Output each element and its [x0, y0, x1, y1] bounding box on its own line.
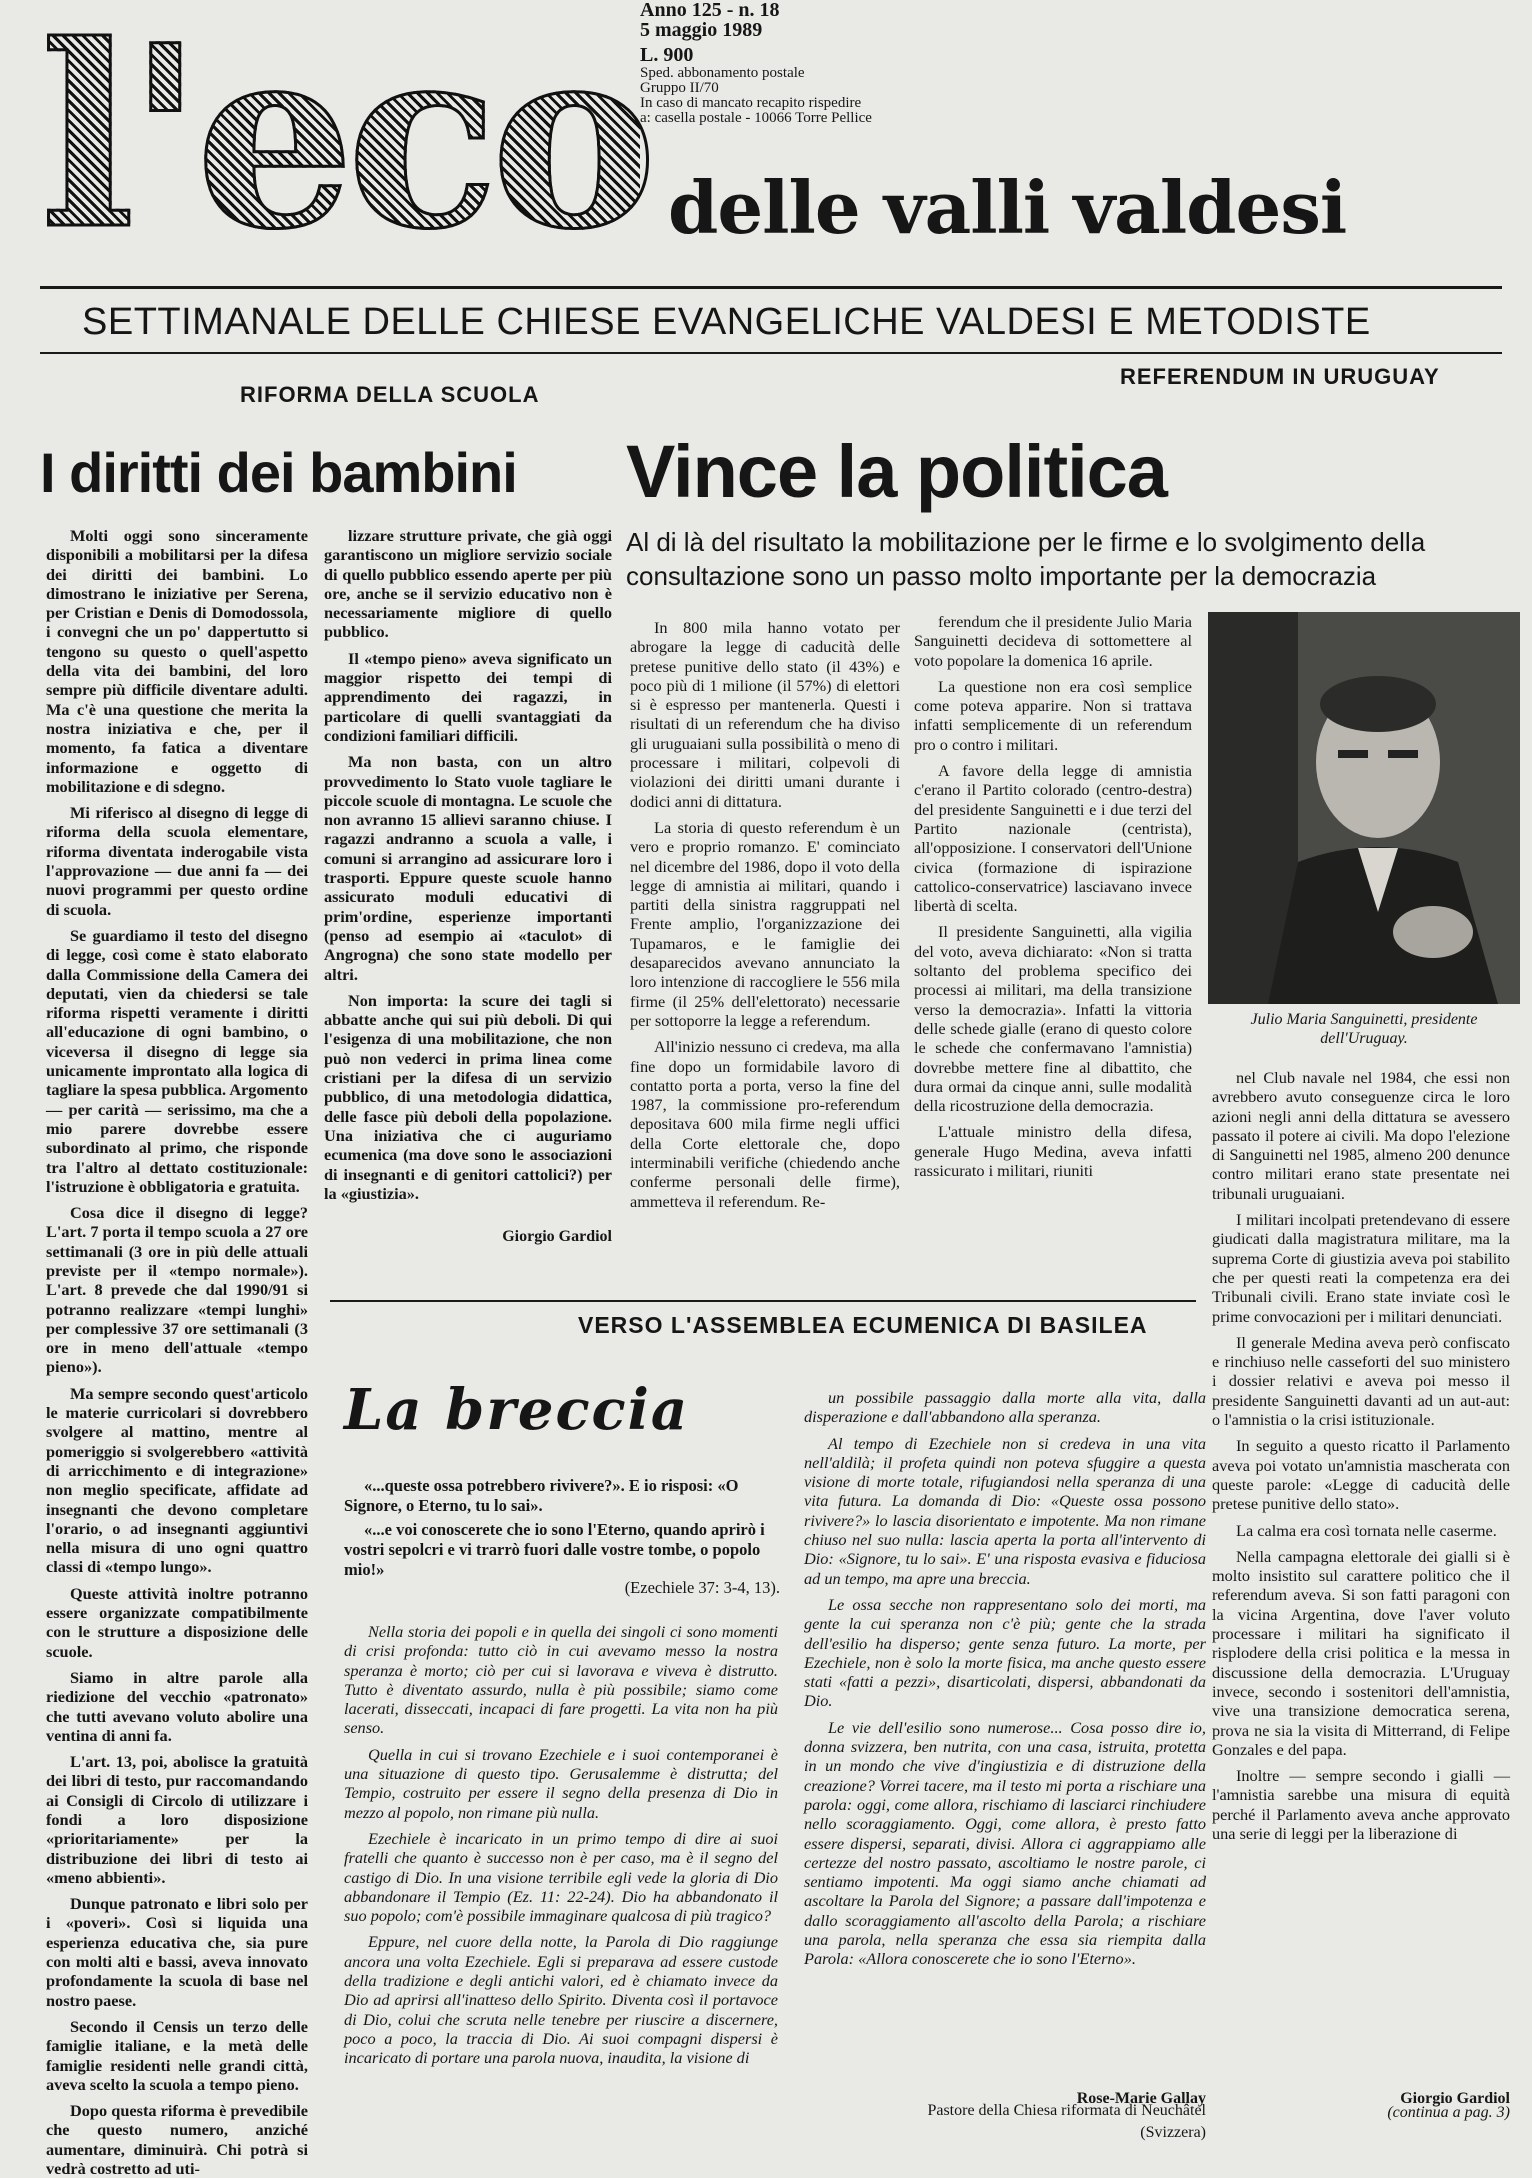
bottom-quote-reference: (Ezechiele 37: 3-4, 13). [624, 1578, 780, 1597]
masthead-rule-bottom [40, 352, 1502, 354]
photo-caption: Julio Maria Sanguinetti, presidente dell'Uruguay. [1250, 1011, 1478, 1047]
left-column-1 [46, 526, 308, 2178]
paragraph: All'inizio nessuno ci credeva, ma alla fine dopo un formidabile lavoro di contatto porta a porta, verso la fine del 1987, la commissione pro-referendum depositava 600 mila firme negli uffici della Corte elettorale che, dopo interminabili verifiche (chiedendo anche conferme personali delle firme), ammetteva il referendum. Re- [630, 1037, 900, 1211]
sanguinetti-photo [1208, 612, 1520, 1004]
paragraph: Dunque patronato e libri solo per i «poveri». Così si liquida una esperienza educativa che, sia pure con molti alti e bassi, aveva innovato profondamente la scuola di base nel nostro paese. [46, 1894, 308, 2010]
paragraph: In seguito a questo ricatto il Parlamento aveva poi votato un'amnistia mascherata con queste parole: «Legge di caducità delle pretese punitive dello stato». [1212, 1436, 1510, 1514]
paragraph: Se guardiamo il testo del disegno di legge, così come è stato elaborato dalla Commissione della Camera dei deputati, vien da chiedersi se tale riforma rispetti veramente i diritti all'educazione di ogni bambino, o viceversa il disegno di legge sia unicamente improntato alla logica di tagliare la spesa pubblica. Argomento — per carità — serissimo, ma che a mio parere dovrebbe essere subordinato al primo, che risponde tra l'altro al dettato costituzionale: l'istruzione è obbligatoria e gratuita. [46, 925, 308, 1196]
paragraph: Ma non basta, con un altro provvedimento lo Stato vuole tagliare le piccole scuole di montagna. Le scuole che non avranno 15 allievi saranno chiuse. I ragazzi andranno a scuola a valle, i comuni si arrangino ad assicurare loro i trasporti. Eppure queste scuole hanno assicurato moduli educativi di prim'ordine, esperienze importanti (penso ad esempio ai «taculot» di Angrogna) che sono state modello per altri. [324, 752, 612, 984]
paragraph: Nella campagna elettorale dei gialli si è molto insistito sul carattere politico che il referendum aveva. Si son fatti paragoni con la vicina Argentina, dove l'aver voluto processare i militari ha significato il risplodere della crisi politica e la messa in discussione della democrazia. L'Uruguay invece, secondo i sostenitori dell'amnistia, vive una transizione democratica serena, prova ne sia la visita di Mitterrand, di Felipe Gonzales e del papa. [1212, 1546, 1510, 1759]
issue-date: 5 maggio 1989 [640, 19, 763, 41]
paragraph: La questione non era così semplice come poteva apparire. Non si trattava infatti semplicemente di un referendum pro o contro i militari. [914, 676, 1192, 754]
paragraph: Il generale Medina aveva però confiscato e rinchiuso nelle casseforti del suo ministero i dossier relativi e aveva poi messo il presidente Sanguinetti davanti ad un aut-aut: o l'amnistia o la crisi istituzionale. [1212, 1332, 1510, 1430]
masthead-rule-top [40, 286, 1502, 289]
paragraph: Inoltre — sempre secondo i gialli — l'amnistia sarebbe una misura di equità perché il Parlamento aveva anche approvato una serie di leggi per la liberazione di [1212, 1766, 1510, 1843]
paragraph: Siamo in altre parole alla riedizione del vecchio «patronato» che tutti avevano voluto abolire una ventina di anni fa. [46, 1667, 308, 1745]
paragraph: ferendum che il presidente Julio Maria Sanguinetti decideva di sottomettere al voto popolare la domenica 16 aprile. [914, 612, 1192, 670]
left-signature: Giorgio Gardiol [502, 1228, 612, 1245]
paragraph: Secondo il Censis un terzo delle famiglie italiane, e la metà delle famiglie residenti nelle grandi città, aveva scelto la scuola a tempo pieno. [46, 2016, 308, 2094]
issue-return-2: a: casella postale - 10066 Torre Pellice [640, 110, 872, 126]
paragraph: Non importa: la scure dei tagli si abbatte anche qui sui più deboli. Di qui l'esigenza di una mobilitazione, che non può non vederci in prima linea come cristiani per la difesa di un servizio pubblico, di una metodologia didattica, delle fasce più deboli della popolazione. Una iniziativa che ci auguriamo ecumenica (ma dove sono le associazioni di insegnanti e di genitori cattolici?) per la «giustizia». [324, 990, 612, 1203]
paragraph: Eppure, nel cuore della notte, la Parola di Dio raggiunge ancora una volta Ezechiele. Egli si preparava ad essere custode della tradizione e degli antichi valori, ed è chiamato invece da Dio ad aprirsi all'inatteso dello Spirito. Diventa così il portavoce di Dio, colui che scruta nelle tenebre per riuscire a discernere, poco a poco, la traccia di Dio. Ai suoi compagni dispersi è incaricato di portare una parola nuova, inaudita, la visione di [344, 1932, 778, 2068]
left-kicker: RIFORMA DELLA SCUOLA [240, 382, 540, 407]
bottom-column-2 [804, 1388, 1206, 2078]
paragraph: Nella storia dei popoli e in quella dei singoli ci sono momenti di crisi profonda: tutto ciò in cui avevamo messo la nostra speranza è morto; ciò per cui si lavorava e viveva è distrutto. Tutto è diventato assurdo, nulla è più possibile; siamo come lacerati, disseccati, incapaci di fare progetti. La vita non ha più senso. [344, 1622, 778, 1738]
paragraph: Il presidente Sanguinetti, alla vigilia del voto, aveva dichiarato: «Non si tratta soltanto del problema specifico dei processi ai militari, ma della transizione verso la democrazia». Infatti la vittoria delle schede gialle (erano di questo colore le schede che confermavano l'amnistia) dovrebbe mettere fine al dibattito, che dura ormai da cinque anni, sulle modalità della ricostruzione della democrazia. [914, 922, 1192, 1116]
paragraph: «...queste ossa potrebbero rivivere?». E io risposi: «O Signore, o Eterno, tu lo sai». [344, 1476, 739, 1515]
paragraph: Mi riferisco al disegno di legge di riforma della scuola elementare, riforma diventata inderogabile vista l'approvazione — due anni fa — dei nuovi programmi per questo ordine di scuola. [46, 803, 308, 919]
paragraph: Ezechiele è incaricato in un primo tempo di dire ai suoi fratelli che quanto è successo non è per caso, ma è il segno del castigo di Dio. In una visione terribile egli vede la gloria di Dio abbandonare il Tempio (Ez. 11: 22-24). Dio ha abbandonato il suo popolo; com'è possibile immaginare qualcosa di più tragico? [344, 1828, 778, 1926]
bottom-column-1 [344, 1622, 778, 2166]
paragraph: In 800 mila hanno votato per abrogare la legge di caducità delle pretese punitive dello stato (il 43%) e poco più di 1 milione (il 57%) di elettori si è espresso per mantenerla. Questi i risultati di un referendum che ha diviso gli uruguaiani sulla possibilità o meno di processare i militari, colpevoli di violazioni dei diritti umani durante i dodici anni di dittatura. [630, 618, 900, 811]
bottom-signature-role: Pastore della Chiesa riformata di Neuchâtel [927, 2102, 1206, 2119]
paragraph: Ma sempre secondo quest'articolo le materie curricolari si dovrebbero svolgere al mattino, mentre al pomeriggio si svolgerebbero «attività di arricchimento e di integrazione» non meglio specificate, affidate ad insegnanti che devono completare l'orario, o ad insegnanti aggiuntivi nella misura di uno ogni quattro classi di «tempo lungo». [46, 1383, 308, 1577]
paragraph: Cosa dice il disegno di legge? L'art. 7 porta il tempo scuola a 27 ore settimanali (3 ore in più delle attuali previste per il «tempo normale»). L'art. 8 prevede che dal 1990/91 si potranno realizzare «tempi lunghi» per complessive 37 ore settimanali (3 ore in meno dell'attuale «tempo pieno»). [46, 1203, 308, 1377]
paragraph: La storia di questo referendum è un vero e proprio romanzo. E' cominciato nel dicembre del 1986, dopo il voto della legge di amnistia ai militari, quando i partiti della sinistra raggruppati nel Frente amplio, l'organizzazione dei Tupamaros, e le famiglie dei desaparecidos avevano annunciato la loro intenzione di raccogliere le 556 mila firme (il 25% dell'elettorato) necessarie per sottoporre la legge a referendum. [630, 817, 900, 1030]
bottom-signature: Rose-Marie Gallay [1076, 2090, 1206, 2107]
bottom-kicker: VERSO L'ASSEMBLEA ECUMENICA DI BASILEA [578, 1312, 1148, 1338]
paragraph: Il «tempo pieno» aveva significato un maggior rispetto dei tempi di apprendimento dei ragazzi, in particolare di quelli svantaggiati da condizioni familiari difficili. [324, 648, 612, 745]
bottom-quote [344, 1476, 780, 1584]
left-headline: I diritti dei bambini [40, 441, 517, 504]
paragraph: Al tempo di Ezechiele non si credeva in una vita nell'aldilà; il profeta quindi non poteva sfuggire a questa visione di morte totale, rifugiandosi nella speranza di una vita futura. La domanda di Dio: «Queste ossa possono rivivere?» lo lascia disorientato e impotente. Ma non rimane chiuso nel suo nulla: lascia aperta la porta all'intervento di Dio: «Signore, tu lo sai». E' una risposta evasiva e fiduciosa ad un tempo, ma apre una breccia. [804, 1433, 1206, 1588]
masthead-subtitle: delle valli valdesi [668, 165, 1347, 250]
paragraph: Le ossa secche non rappresentano solo dei morti, ma gente la cui speranza non c'è più; gente che la strada dell'esilio ha disperso; gente senza futuro. La morte, per Ezechiele, non è solo la morte fisica, ma anche questo essere stati «fatti a pezzi», disarticolati, dispersi, abbandonati da Dio. [804, 1594, 1206, 1711]
issue-return-1: In caso di mancato recapito rispedire [640, 95, 862, 111]
paragraph: Molti oggi sono sinceramente disponibili a mobilitarsi per la difesa dei diritti dei bambini. Lo dimostrano le iniziative per Serena, per Cristian e Denis di Domodossola, i convegni che un po' dappertutto si tengono su questo o quell'aspetto della vita dei bambini, del loro sempre più difficile diventare adulti. Ma c'è una questione che merita la nostra iniziativa e che, per il momento, fa fatica a diventare informazione e oggetto di mobilitazione e di sdegno. [46, 526, 308, 796]
paragraph: A favore della legge di amnistia c'erano il Partito colorado (centro-destra) del presidente Sanguinetti e i due terzi del Partito nazionale (centrista), all'opposizione. I conservatori dell'Unione civica (formazione di ispirazione cattolico-conservatrice) lasciavano invece libertà di scelta. [914, 761, 1192, 916]
portrait-illustration [1208, 612, 1520, 1004]
paragraph: un possibile passaggio dalla morte alla vita, dalla disperazione e dall'abbandono alla speranza. [804, 1388, 1206, 1427]
right-continued: (continua a pag. 3) [1387, 2104, 1510, 2121]
right-signature: Giorgio Gardiol [1400, 2090, 1510, 2107]
bottom-rule [330, 1300, 1196, 1302]
paragraph: La calma era così tornata nelle caserme. [1236, 1520, 1497, 1540]
right-column-2 [914, 612, 1192, 1288]
issue-year-number: Anno 125 - n. 18 [640, 0, 780, 21]
paragraph: Dopo questa riforma è prevedibile che questo numero, anziché aumentare, diminuirà. Chi potrà si vedrà costretto ad uti- [46, 2101, 308, 2178]
paragraph: L'art. 13, poi, abolisce la gratuità dei libri di testo, pur raccomandando ai Consigli di Circolo di utilizzare i fondi a loro disposizione «prioritariamente» per la distribuzione dei libri di testo ai «meno abbienti». [46, 1752, 308, 1887]
issue-postal: Sped. abbonamento postale [640, 65, 805, 81]
paragraph: Queste attività inoltre potranno essere organizzate compatibilmente con le strutture a disposizione delle scuole. [46, 1583, 308, 1661]
paragraph: nel Club navale nel 1984, che essi non avrebbero avuto conseguenze circa le loro azioni negli anni della dittatura se avessero passato il potere ai civili. Ma dopo l'elezione di Sanguinetti nel 1985, almeno 200 denunce contro militari erano state presentate nei tribunali uruguaiani. [1212, 1068, 1510, 1203]
bottom-signature-country: (Svizzera) [1140, 2124, 1206, 2141]
issue-price: L. 900 [640, 44, 694, 66]
right-kicker: REFERENDUM IN URUGUAY [1120, 364, 1440, 389]
masthead-logo: l'eco [40, 0, 650, 284]
masthead-tagline: SETTIMANALE DELLE CHIESE EVANGELICHE VALDESI E METODISTE [82, 301, 1371, 343]
issue-group: Gruppo II/70 [640, 80, 719, 96]
right-headline: Vince la politica [626, 430, 1167, 513]
right-column-1 [630, 618, 900, 1286]
issue-info [640, 0, 920, 126]
paragraph: Le vie dell'esilio sono numerose... Cosa posso dire io, donna svizzera, ben nutrita, con una casa, istruita, protetta in un mondo che vive d'ingiustizia e di distruzione della creazione? Vorrei tacere, ma il testo mi porta a rischiare una parola: oggi, come allora, rischiamo di lasciarci rinchiudere nello scoraggiamento. Oggi, come allora, è presto fatto essere dispersi, separati, divisi. Allora ci aggrappiamo alle certezze del nostro passato, ascoltiamo le nostre parole, ci sentiamo impotenti. Ma oggi siamo anche chiamati ad ascoltare la Parola del Signore; a passare dall'impotenza e dallo scoraggiamento all'ascolto della Parola; a rischiare una parola, nella speranza che essa sia riempita dalla Parola: «Allora conoscerete che io sono l'Eterno». [804, 1717, 1206, 1969]
right-standfirst: Al di là del risultato la mobilitazione per le firme e lo svolgimento della consultazione sono un passo molto importante per la democrazia [626, 527, 1426, 591]
bottom-title: La breccia [344, 1377, 690, 1443]
paragraph: I militari incolpati pretendevano di essere giudicati dalla magistratura militare, ma la suprema Corte di giustizia aveva poi stabilito che per questi reati la competenza era dei Tribunali civili. Erano state inviate così le prime convocazioni per i militari denunciati. [1212, 1210, 1510, 1326]
left-column-2 [324, 526, 612, 1216]
paragraph: L'attuale ministro della difesa, generale Hugo Medina, aveva infatti rassicurato i militari, riuniti [914, 1122, 1192, 1181]
paragraph: Quella in cui si trovano Ezechiele e i suoi contemporanei è una situazione di questo tipo. Gerusalemme è distrutta; del Tempio, costruito per essere il segno della presenza di Dio in mezzo al popolo, non rimane più nulla. [344, 1744, 778, 1822]
paragraph: lizzare strutture private, che già oggi garantiscono un migliore servizio sociale di quello pubblico essendo aperte per più ore, anche se il servizio educativo non è necessariamente migliore di quello pubblico. [324, 526, 612, 642]
right-column-3 [1212, 1068, 1510, 2078]
paragraph: «...e voi conoscerete che io sono l'Eterno, quando aprirò i vostri sepolcri e vi trarrò fuori dalle vostre tombe, o popolo mio!» [344, 1520, 765, 1579]
